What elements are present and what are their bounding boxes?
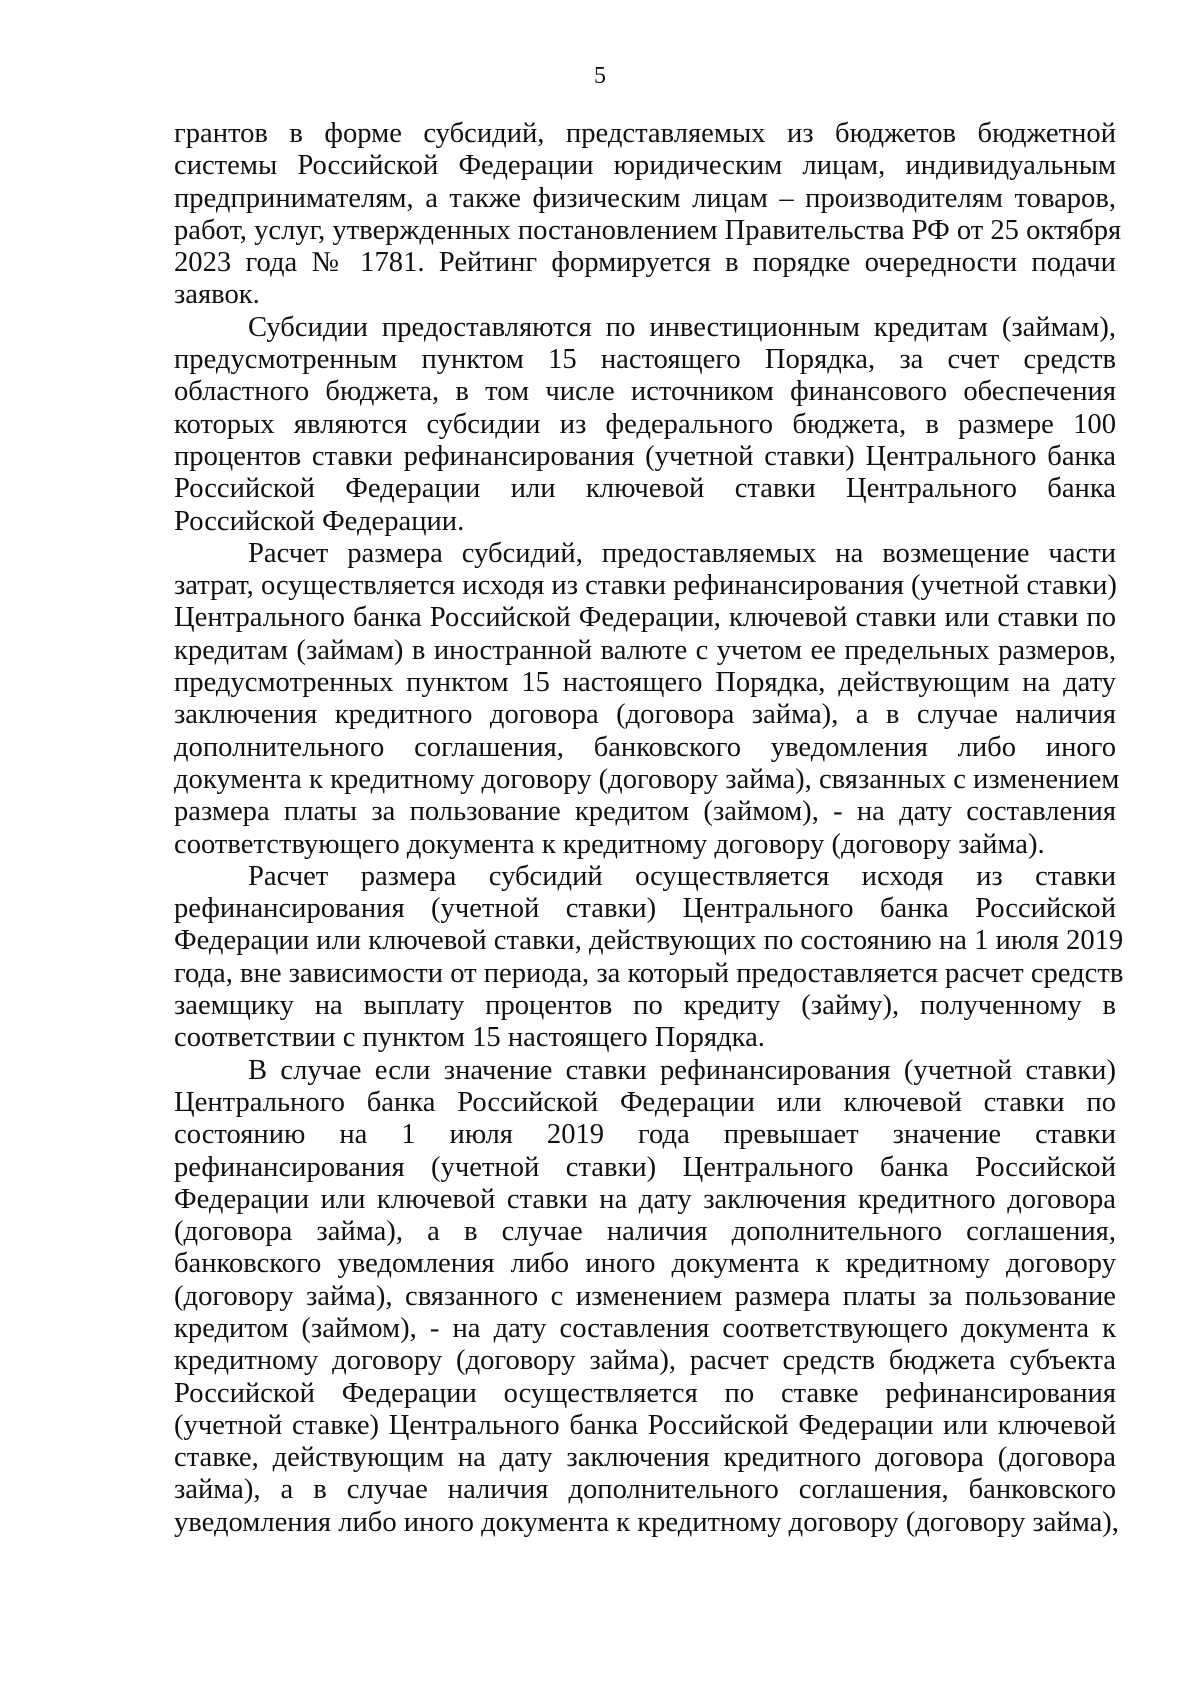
text-line: года, вне зависимости от периода, за который предоставляется расчет средств bbox=[174, 957, 1124, 989]
text-line: Российской Федерации. bbox=[174, 505, 465, 537]
text-line: процентов ставки рефинансирования (учетной ставки) Центрального банка bbox=[174, 440, 1116, 472]
text-line: банковского уведомления либо иного документа к кредитному договору bbox=[174, 1248, 1116, 1280]
text-line: грантов в форме субсидий, представляемых из бюджетов бюджетной bbox=[174, 118, 1116, 149]
paragraph bbox=[174, 1054, 1119, 1539]
text-line: Расчет размера субсидий осуществляется исходя из ставки bbox=[248, 860, 1116, 892]
text-line: работ, услуг, утвержденных постановлением Правительства РФ от 25 октября bbox=[174, 214, 1122, 246]
document-body bbox=[174, 118, 1124, 1539]
text-line: которых являются субсидии из федерального бюджета, в размере 100 bbox=[174, 408, 1116, 440]
text-line: состоянию на 1 июля 2019 года превышает значение ставки bbox=[174, 1119, 1116, 1151]
text-line: заключения кредитного договора (договора займа), а в случае наличия bbox=[174, 699, 1116, 731]
text-line: соответствующего документа к кредитному договору (договору займа). bbox=[174, 828, 1045, 860]
text-line: областного бюджета, в том числе источником финансового обеспечения bbox=[174, 376, 1116, 408]
text-line: (договора займа), а в случае наличия дополнительного соглашения, bbox=[174, 1216, 1116, 1248]
text-line: дополнительного соглашения, банковского уведомления либо иного bbox=[174, 731, 1116, 763]
text-line: В случае если значение ставки рефинансирования (учетной ставки) bbox=[248, 1054, 1116, 1086]
text-line: 2023 года № 1781. Рейтинг формируется в порядке очередности подачи bbox=[174, 247, 1116, 279]
text-line: Федерации или ключевой ставки на дату заключения кредитного договора bbox=[174, 1183, 1116, 1215]
text-line: затрат, осуществляется исходя из ставки рефинансирования (учетной ставки) bbox=[174, 570, 1117, 602]
text-line: займа), а в случае наличия дополнительного соглашения, банковского bbox=[174, 1474, 1116, 1506]
text-line: заемщику на выплату процентов по кредиту (займу), полученному в bbox=[174, 990, 1116, 1022]
text-line: кредитному договору (договору займа), расчет средств бюджета субъекта bbox=[174, 1345, 1116, 1377]
text-line: заявок. bbox=[174, 279, 260, 311]
text-line: Расчет размера субсидий, предоставляемых на возмещение части bbox=[248, 537, 1116, 569]
text-line: (учетной ставке) Центрального банка Российской Федерации или ключевой bbox=[174, 1409, 1116, 1441]
paragraph bbox=[174, 118, 1122, 312]
text-line: уведомления либо иного документа к кредитному договору (договору займа), bbox=[174, 1506, 1119, 1538]
text-line: Центрального банка Российской Федерации, ключевой ставки или ставки по bbox=[174, 602, 1116, 634]
text-line: кредитам (займам) в иностранной валюте с учетом ее предельных размеров, bbox=[174, 634, 1116, 666]
text-line: Центрального банка Российской Федерации или ключевой ставки по bbox=[174, 1086, 1116, 1118]
text-line: соответствии с пунктом 15 настоящего Порядка. bbox=[174, 1022, 765, 1054]
text-line: предусмотренных пунктом 15 настоящего Порядка, действующим на дату bbox=[174, 667, 1116, 699]
text-line: системы Российской Федерации юридическим лицам, индивидуальным bbox=[174, 150, 1116, 182]
text-line: предпринимателям, а также физическим лицам – производителям товаров, bbox=[174, 182, 1116, 214]
text-line: ставке, действующим на дату заключения кредитного договора (договора bbox=[174, 1442, 1116, 1474]
paragraph bbox=[174, 537, 1120, 861]
text-line: документа к кредитному договору (договору займа), связанных с изменением bbox=[174, 763, 1120, 795]
text-line: размера платы за пользование кредитом (займом), - на дату составления bbox=[174, 796, 1116, 828]
text-line: Субсидии предоставляются по инвестиционным кредитам (займам), bbox=[248, 311, 1116, 343]
text-line: Российской Федерации осуществляется по ставке рефинансирования bbox=[174, 1377, 1116, 1409]
paragraph bbox=[174, 312, 1116, 538]
text-line: рефинансирования (учетной ставки) Центрального банка Российской bbox=[174, 893, 1116, 925]
text-line: Федерации или ключевой ставки, действующих по состоянию на 1 июля 2019 bbox=[174, 925, 1124, 957]
text-line: предусмотренным пунктом 15 настоящего Порядка, за счет средств bbox=[174, 344, 1116, 376]
text-line: кредитом (займом), - на дату составления соответствующего документа к bbox=[174, 1312, 1116, 1344]
paragraph bbox=[174, 860, 1124, 1055]
text-line: (договору займа), связанного с изменением размера платы за пользование bbox=[174, 1280, 1116, 1312]
text-line: Российской Федерации или ключевой ставки Центрального банка bbox=[174, 473, 1116, 505]
text-line: рефинансирования (учетной ставки) Центрального банка Российской bbox=[174, 1151, 1116, 1183]
page-number: 5 bbox=[594, 63, 606, 89]
